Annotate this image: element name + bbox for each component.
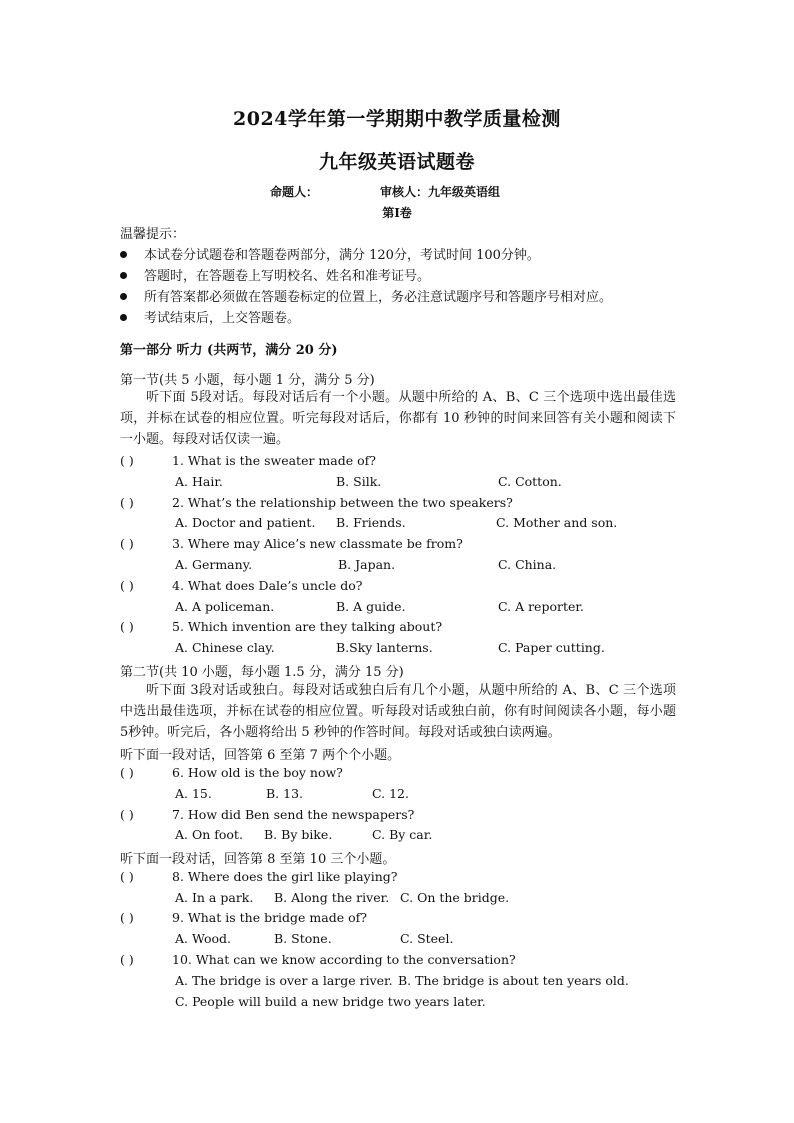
option-b: B. The bridge is about ten years old. (398, 973, 629, 988)
bullet-icon (120, 293, 127, 300)
tip-item: 考试结束后，上交答题卷。 (120, 307, 300, 326)
option-a: A. Hair. (175, 474, 223, 489)
option-a: A. The bridge is over a large river. (175, 973, 393, 988)
group-one-heading: 听下面一段对话，回答第 6 至第 7 两个个小题。 (120, 748, 401, 763)
option-a: A. 15. (175, 786, 212, 801)
tip-item: 所有答案都必须做在答题卷标定的位置上，务必注意试题序号和答题序号相对应。 (120, 286, 612, 305)
question-10: ( ) 10. What can we know according to the conversation? (120, 952, 516, 967)
reviewer-label: 审核人：九年级英语组 (380, 185, 501, 199)
option-c: C. Steel. (400, 931, 454, 946)
question-4: ( ) 4. What does Dale’s uncle do? (120, 578, 363, 593)
question-2: ( ) 2. What’s the relationship between the two speakers? (120, 495, 513, 510)
option-c: C. China. (498, 557, 557, 572)
group-two-heading: 听下面一段对话，回答第 8 至第 10 三个小题。 (120, 852, 396, 867)
bullet-icon (120, 272, 127, 279)
question-8: ( ) 8. Where does the girl like playing? (120, 869, 398, 884)
option-a: A. In a park. (175, 890, 254, 905)
option-c: C. By car. (372, 827, 433, 842)
option-c: C. On the bridge. (400, 890, 510, 905)
section-one-instructions: 听下面 5段对话。每段对话后有一个小题。从题中所给的 A、B、C 三个选项中选出最佳选项，并标在试卷的相应位置。听完每段对话后，你都有 10 秒钟的时间来回答有关小题和阅读下一小题。每段对话仅读一遍。 (120, 390, 676, 447)
bullet-icon (120, 314, 127, 321)
question-6: ( ) 6. How old is the boy now? (120, 765, 343, 780)
question-1: ( ) 1. What is the sweater made of? (120, 453, 376, 468)
option-c: C. Cotton. (498, 474, 562, 489)
option-c: C. A reporter. (498, 599, 584, 614)
option-b: B.Sky lanterns. (336, 640, 433, 655)
option-a: A. Chinese clay. (175, 640, 275, 655)
option-b: B. Stone. (274, 931, 332, 946)
section-two-instructions: 听下面 3段对话或独白。每段对话或独白后有几个小题，从题中所给的 A、B、C 三个选项中选出最佳选项，并标在试卷的相应位置。听每段对话或独白前，你有时间阅读各小题，每小题 5秒钟。听完后，各小题将给出 5 秒钟的作答时间。每段对话或独白读两遍。 (120, 683, 676, 740)
tip-item: 本试卷分试题卷和答题卷两部分，满分 120分，考试时间 100分钟。 (120, 244, 540, 263)
option-b: B. Along the river. (274, 890, 390, 905)
option-c: C. 12. (372, 786, 409, 801)
question-3: ( ) 3. Where may Alice’s new classmate be from? (120, 536, 463, 551)
tip-item: 答题时，在答题卷上写明校名、姓名和准考证号。 (120, 265, 430, 284)
option-a: A. Doctor and patient. (175, 515, 316, 530)
option-b: B. Silk. (336, 474, 382, 489)
exam-title: 2024学年第一学期期中教学质量检测 (233, 108, 561, 130)
option-b: B. 13. (266, 786, 304, 801)
question-5: ( ) 5. Which invention are they talking about? (120, 619, 443, 634)
option-c: C. People will build a new bridge two years later. (175, 994, 486, 1009)
option-c: C. Paper cutting. (498, 640, 605, 655)
bullet-icon (120, 251, 127, 258)
option-a: A. On foot. (175, 827, 243, 842)
author-label: 命题人： (270, 185, 319, 199)
question-9: ( ) 9. What is the bridge made of? (120, 910, 367, 925)
volume-label: 第Ⅰ卷 (382, 206, 412, 220)
option-b: B. A guide. (336, 599, 406, 614)
exam-subtitle: 九年级英语试题卷 (318, 151, 475, 173)
option-c: C. Mother and son. (496, 515, 618, 530)
option-a: A. Germany. (175, 557, 253, 572)
tips-heading: 温馨提示： (120, 227, 186, 242)
author-line (270, 183, 500, 200)
option-b: B. Japan. (338, 557, 396, 572)
question-7: ( ) 7. How did Ben send the newspapers? (120, 807, 415, 822)
option-a: A. A policeman. (175, 599, 275, 614)
option-b: B. By bike. (264, 827, 333, 842)
option-b: B. Friends. (336, 515, 406, 530)
section-two-heading: 第二节(共 10 小题，每小题 1.5 分，满分 15 分) (120, 665, 404, 680)
option-a: A. Wood. (175, 931, 231, 946)
section-one-heading: 第一节(共 5 小题，每小题 1 分，满分 5 分) (120, 373, 375, 388)
part-one-title: 第一部分 听力 (共两节，满分 20 分) (120, 343, 338, 358)
